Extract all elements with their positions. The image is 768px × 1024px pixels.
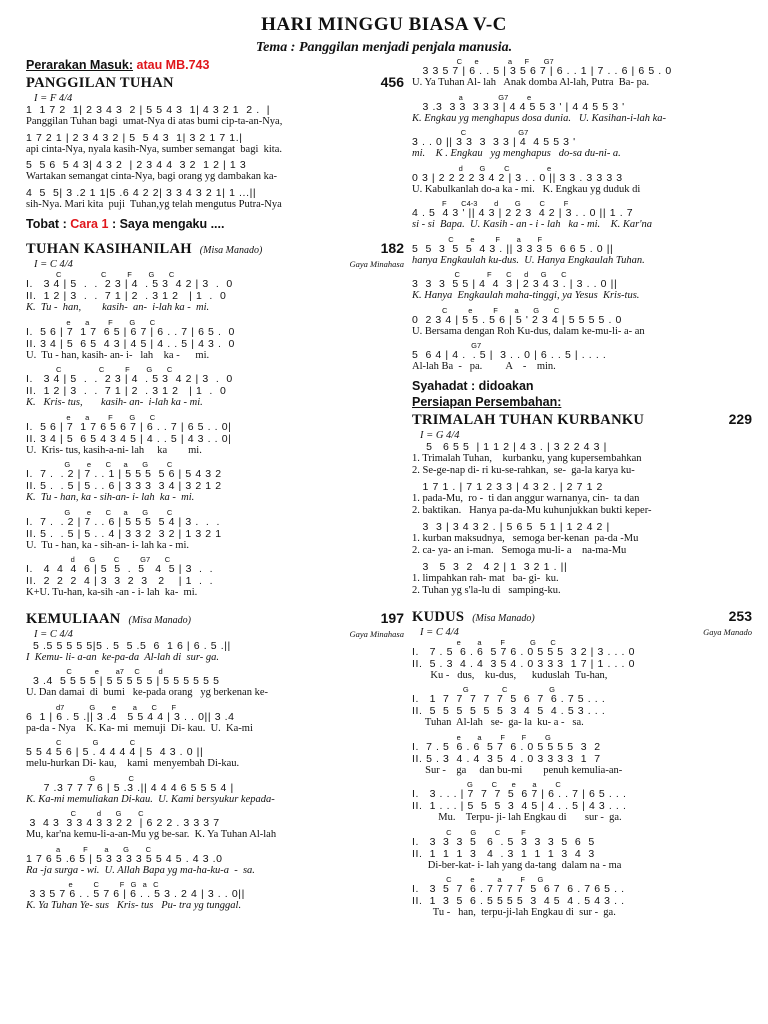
notation-line: II. 1 1 1 3 4 . 3 1 1 1 3 4 3 [412,848,595,860]
song-trimalah-tuhan-kurbanku [412,411,752,599]
chord-line: d G C e [442,164,552,173]
notation-line: II. 5 . 3 4 . 4 3 5 4 . 0 3 3 3 1 7 | 1 . . . 0 [412,658,636,670]
notation-line: II. 3 4 | 5 6 5 4 3 | 4 5 | 4 . . 5 | 4 3 . 0 [26,338,235,350]
chord-line: C e a F G [442,876,544,884]
notation-line: 3 .4 5 5 5 5 | 5 5 5 5 5 | 5 5 5 5 5 5 [26,676,220,687]
song-lines [26,641,404,914]
song-key: I = C 4/4 [34,259,73,270]
notation-line: II. 1 3 5 6 . 5 5 5 5 3 4 5 4 . 5 4 3 . . [412,896,625,907]
tobat-title: Tobat : [26,217,67,231]
lyric-line: pa-da - Nya K. Ka- mi memuji Di- kau. U. Ka-mi [26,723,253,734]
lyric-line: Al-lah Ba - pa. A - min. [412,362,556,372]
notation-line: I. 4 4 4 6 | 5 5 . 5 4 5 | 3 . . [26,564,214,575]
song-number: 253 [728,607,752,624]
notation-line: I. 3 3 3 5 6 . 5 3 3 3 5 6 5 [412,836,595,848]
song-title: PANGGILAN TUHAN [26,75,174,91]
chord-line: C G C [56,739,136,747]
lyric-line: I Kemu- li- a-an ke-pa-da Al-lah di sur- ga. [26,652,219,663]
notation-line: II. 5 . 3 4 . 4 3 5 4 . 0 3 3 3 3 1 7 [412,753,601,765]
chord-line: C e F a F [442,235,543,244]
notation-line: 3 3 5 7 6 . . 5 7 6 | 6 . . 5 3 . 2 4 | 3 . . 0|| [26,889,245,900]
notation-line: I. 7 . 5 6 . 6 5 7 6 . 0 5 5 5 5 3 2 [412,741,601,753]
lyric-line: K. Kris- tus, kasih- an- i-lah ka - mi. [26,398,203,408]
notation-line: 5 6 5 5 | 1 1 2 | 4 3 . | 3 2 2 4 3 | [412,441,607,453]
song-kemuliaan [26,610,404,914]
lyric-line: Tu - han, terpu-ji-lah Engkau di sur - ga. [412,908,616,918]
notation-line: 0 3 | 2 2 2 2 3 4 2 | 3 . . 0 || 3 3 . 3 3 3 3 [412,172,623,184]
chord-line: C F C d G C [442,271,567,279]
song-title: TRIMALAH TUHAN KURBANKU [412,411,645,428]
song-number: 229 [728,410,752,427]
notation-line: 5 5 3 5 5 4 3 . || 3 3 3 5 6 6 5 . 0 || [412,243,614,255]
song-key: I = G 4/4 [420,429,460,441]
song-title-text: KEMULIAAN [26,610,121,627]
lyric-line: Mu, kar'na kemu-li-a-an-Mu yg be-sar. K. Ya Tuhan Al-lah [26,830,277,840]
chord-line: C C F G C [56,366,173,374]
chord-line: e a F G C [442,638,556,647]
notation-line: 3 3 3 5 5 | 4 4 3 | 2 3 4 3 . | 3 . . 0 || [412,279,618,290]
notation-line: II. 1 2 | 3 . . 7 1 | 2 . 3 1 2 | 1 . 0 [26,291,227,302]
song-subtitle: (Misa Manado) [199,245,263,256]
notation-line: 4 . 5 4 3 ' || 4 3 | 2 2 3 4 2 | 3 . . 0 || 1 . 7 [412,208,634,219]
lyric-line: K+U. Tu-han, ka-sih -an - i- lah ka- mi. [26,588,198,598]
chord-line: e C F G a C [56,881,159,889]
chord-line: C C F G C [56,271,175,279]
right-column [412,58,752,921]
lyric-line: 1. Trimalah Tuhan, kurbanku, yang kupersembahkan [412,453,642,464]
lyric-line: U. Kabulkanlah do-a ka - mi. K. Engkau yg duduk di [412,184,641,195]
notation-line: I. 1 7 7 7 7 7 5 6 7 6 . 7 5 . . . [412,694,606,705]
lyric-line: si - si Bapa. U. Kasih - an - i - lah ka - mi. K. Kar'na [412,220,652,230]
notation-line: I. 7 . 5 6 . 6 5 7 6 . 0 5 5 5 3 2 | 3 . . . 0 [412,646,636,658]
notation-line: 5 6 4 | 4 . . 5 | 3 . . 0 | 6 . . 5 | . . . . [412,350,607,361]
chord-line: e a F F G [442,733,551,742]
lyric-line: K. Ya Tuhan Ye- sus Kris- tus Pu- tra yg tunggal. [26,901,242,911]
notation-line: 3 . . 0 || 3 3 3 3 3 | 4 4 5 5 3 ' [412,137,576,148]
perarakan-label [26,58,404,72]
notation-line: 3 3 | 3 4 3 2 . | 5 6 5 5 1 | 1 2 4 2 | [412,521,610,533]
chord-line: C e a7 C d [56,668,163,676]
persiapan-label [412,395,752,409]
song-lines [412,442,752,599]
left-column [26,58,404,914]
chord-line: G e C a G C [56,508,173,517]
lyric-line: Panggilan Tuhan bagi umat-Nya di atas bumi cip-ta-an-Nya, [26,117,283,127]
notation-line: 1 1 7 2 1| 2 3 4 3 2 | 5 5 4 3 1| 4 3 2 1 2 . | [26,105,271,116]
notation-line: 3 4 3 3 3 4 3 3 2 2 | 6 2 2 . 3 3 3 7 [26,818,220,829]
notation-line: I. 3 . . . | 7 7 7 5 6 7 | 6 . . 7 | 6 5 . . . [412,789,627,800]
lyric-line: mi. K . Engkau yg menghapus do-sa du-ni- a. [412,149,621,159]
lyric-line: U. Bersama dengan Roh Ku-dus, dalam ke-mu-li- a- an [412,326,645,337]
notation-line: I. 7 . . 2 | 7 . . 6 | 5 5 5 5 4 | 3 . . . [26,516,220,528]
song-tuhan-kasihanilah [26,240,404,601]
song-lines [412,639,752,921]
song-lines [26,105,404,215]
tobat-label [26,217,404,231]
notation-line: 7 .3 7 7 7 6 | 5 .3 .|| 4 4 4 6 5 5 5 4 | [26,782,234,794]
lyric-line: K. Ka-mi memuliakan Di-kau. U. Kami bersyukur kepada- [26,794,275,805]
notation-line: II. 5 . . 5 | 5 . . 4 | 3 3 2 3 2 | 1 3 2 1 [26,528,222,540]
notation-line: 3 .3 3 3 3 3 3 | 4 4 5 5 3 ' | 4 4 5 5 3 ' [412,101,625,113]
notation-line: I. 3 4 | 5 . . 2 3 | 4 . 5 3 4 2 | 3 . 0 [26,374,233,385]
lyric-line: 1. kurban maksudnya, semoga ber-kenan pa-da -Mu [412,533,639,544]
chord-line: C d G C [56,810,144,818]
notation-line: II. 2 2 2 4 | 3 3 2 3 2 | 1 . . [26,576,214,587]
song-title [26,611,191,628]
song-lines-anak-domba [412,58,752,375]
chord-line: G C e a C [442,781,561,789]
lyric-line: 1. pada-Mu, ro - ti dan anggur warnanya, cin- ta dan [412,493,640,504]
song-key: I = C 4/4 [34,628,73,640]
notation-line: I. 7 . . 2 | 7 . . 1 | 5 5 5 5 6 | 5 4 3 2 [26,469,222,480]
song-key: I = C 4/4 [420,626,459,638]
perarakan-alt: atau MB.743 [136,58,210,72]
perarakan-title: Perarakan Masuk: [26,58,134,72]
stanza-gap [26,212,404,215]
song-lines [26,271,404,601]
lyric-line: U. Ya Tuhan Al- lah Anak domba Al-lah, Putra Ba- pa. [412,78,650,88]
lyric-line: K. Tu - han, ka - sih-an- i- lah ka - mi. [26,493,195,503]
lyric-line: Tuhan Al-lah se- ga- la ku- a - sa. [412,718,584,728]
notation-line: 5 5 4 5 6 | 5 . 4 4 4 4 | 5 4 3 . 0 || [26,747,204,758]
song-subtitle: (Misa Manado) [472,612,535,624]
page-title: HARI MINGGU BIASA V-C [261,14,507,35]
chord-line: C e F a G C [442,306,560,315]
song-title [412,609,535,626]
song-source: Gaya Minahasa [349,259,404,269]
lyric-line: K. Tu - han, kasih- an- i-lah ka - mi. [26,303,210,313]
lyric-line: Sur - ga dan bu-mi penuh kemulia-an- [412,765,623,776]
song-subtitle: (Misa Manado) [128,614,191,626]
song-number: 182 [380,240,404,256]
lyric-line: 2. Tuhan yg s'la-lu di samping-ku. [412,586,561,596]
notation-line: I. 5 6 | 7 1 7 6 5 6 7 | 6 . . 7 | 6 5 . . 0| [26,421,232,433]
chord-line: F C4-3 d G C F [442,200,569,208]
notation-line: I. 3 4 | 5 . . 2 3 | 4 . 5 3 4 2 | 3 . 0 [26,279,233,290]
song-title-text: TUHAN KASIHANILAH [26,241,192,257]
lyric-line: sih-Nya. Mari kita puji Tuhan,yg telah mengutus Putra-Nya [26,199,282,210]
lyric-line: Mu. Terpu- ji- lah Engkau di sur - ga. [412,813,622,823]
chord-line: C G7 [442,129,529,137]
lyric-line: U. Dan damai di bumi ke-pada orang yg berkenan ke- [26,688,269,698]
lyric-line: 2. Se-ge-nap di- ri ku-se-rahkan, se- ga-la karya ku- [412,466,635,476]
chord-line: C G C F [442,828,526,837]
song-panggilan-tuhan [26,74,404,215]
chord-line: e a F G C [56,318,156,327]
lyric-line: api cinta-Nya, nyala kasih-Nya, sumber semangat bagi kita. [26,144,282,155]
lyric-line: U. Tu - han, kasih- an- i- lah ka - mi. [26,350,210,361]
song-source: Gaya Minahasa [349,628,404,639]
notation-line: 3 5 3 2 4 2 | 1 3 2 1 . || [412,561,568,573]
notation-line: 1 7 2 1 | 2 3 4 3 2 | 5 5 4 3 1| 3 2 1 7 1.| [26,132,243,144]
lyric-line: Wartakan semangat cinta-Nya, bagi orang yg dambakan ka- [26,172,278,182]
lyric-line: 2. baktikan. Hanya pa-da-Mu kuhunjukkan bukti keper- [412,506,652,516]
notation-line: 1 7 6 5 .6 5 | 5 3 3 3 3 5 5 4 5 . 4 3 .0 [26,853,223,865]
lyric-line: 2. ca- ya- an i-man. Semoga mu-li- a na-ma-Mu [412,546,627,556]
notation-line: II. 5 . . 5 | 5 . . 6 | 3 3 3 3 4 | 3 2 1 2 [26,481,222,492]
tobat-rest: : Saya mengaku .... [111,217,225,231]
notation-line: 4 5 5| 3 .2 1 1|5 .6 4 2 2| 3 3 4 3 2 1| 1 ...|| [26,187,257,199]
chord-line: e a F G C [56,413,156,422]
chord-line: G e C a G C [56,461,173,469]
tobat-option: Cara 1 [70,217,109,231]
lyric-line: Di-ber-kat- i- lah yang da-tang dalam na - ma [412,860,622,871]
lyric-line: U. Tu - han, ka - sih-an- i- lah ka - mi. [26,540,190,551]
notation-line: 6 1 | 6 . 5 .|| 3 .4 5 5 4 4 | 3 . . 0|| 3 .4 [26,711,235,723]
song-source: Gaya Manado [703,626,752,637]
syahadat-label: Syahadat : didoakan [412,378,534,393]
notation-line: I. 5 6 | 7 1 7 6 5 | 6 7 | 6 . . 7 | 6 5 . 0 [26,326,235,338]
notation-line: II. 3 4 | 5 6 5 4 3 4 5 | 4 . . 5 | 4 3 . . 0| [26,433,232,445]
lyric-line: U. Kris- tus, kasih-a-ni- lah ka mi. [26,445,202,456]
chord-line: a G7 e [442,93,532,102]
chord-line: d G C G7 C [56,556,171,564]
notation-line: 1 7 1 . | 7 1 2 3 3 | 4 3 2 . | 2 7 1 2 [412,481,603,493]
song-title-text: KUDUS [412,608,465,625]
notation-line: 5 .5 5 5 5 5|5 . 5 5 .5 6 1 6 | 6 . 5 .|| [26,640,231,652]
notation-line: II. 5 5 5 5 5 5 3 4 5 4 . 5 3 . . . [412,706,606,717]
lyric-line: Ku - dus, ku-dus, kuduslah Tu-han, [412,670,608,681]
persiapan-title: Persiapan Persembahan: [412,394,562,409]
notation-line: 3 3 5 7 | 6 . . 5 | 3 5 6 7 | 6 . . 1 | 7 . . 6 | 6 5 . 0 [412,66,672,77]
notation-line: II. 1 2 | 3 . . 7 1 | 2 . 3 1 2 | 1 . 0 [26,386,227,397]
chord-line: G C G [442,686,555,694]
song-title [26,241,262,258]
notation-line: I. 3 5 7 6 . 7 7 7 7 5 6 7 6 . 7 6 5 . . [412,884,625,895]
lyric-line: Ra -ja surga - wi. U. Allah Bapa yg ma-ha-ku-a - sa. [26,865,255,876]
song-number: 197 [380,609,404,626]
song-key: I = F 4/4 [34,93,73,104]
chord-line: G7 [442,342,482,350]
lyric-line: K. Engkau yg menghapus dosa dunia. U. Kasihan-i-lah ka- [412,113,667,124]
lyric-line: melu-hurkan Di- kau, kami menyembah Di-kau. [26,759,240,769]
lyric-line: K. Hanya Engkaulah maha-tinggi, ya Yesus Kris-tus. [412,291,640,301]
chord-line: d7 G e a C F [56,703,177,712]
chord-line: a F a G C [56,845,152,854]
chord-line: G C [56,774,134,783]
lyric-line: hanya Engkaulah ku-dus. U. Hanya Engkaulah Tuhan. [412,255,645,266]
notation-line: 0 2 3 4 | 5 5 . 5 6 | 5 ' 2 3 4 | 5 5 5 5 . 0 [412,314,622,326]
notation-line: 5 5 6 5 4 3| 4 3 2 | 2 3 4 4 3 2 1 2 | 1 3 [26,160,247,171]
lyric-line: 1. limpahkan rah- mat ba- gi- ku. [412,573,559,584]
song-number: 456 [380,74,404,90]
chord-line: C e a F G7 [442,58,554,66]
song-kudus [412,608,752,921]
theme-subtitle: Tema : Panggilan menjadi penjala manusia. [255,40,513,55]
notation-line: II. 1 . . . | 5 5 5 3 4 5 | 4 . . 5 | 4 3 . . . [412,801,627,812]
